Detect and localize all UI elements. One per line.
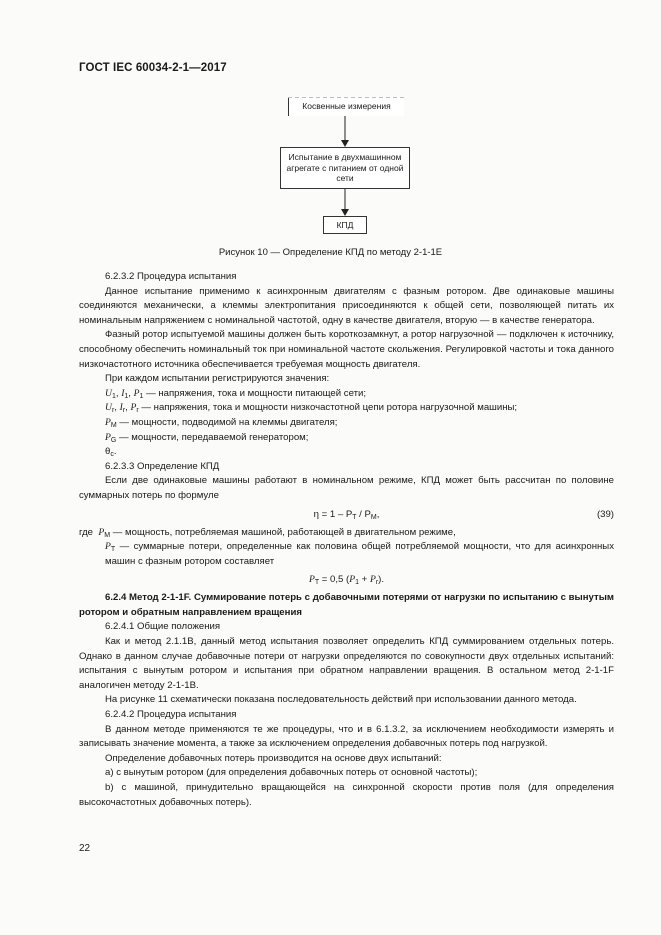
arrow-head-2 bbox=[341, 209, 349, 216]
variable-line: $P_G$ — мощности, передаваемой генератором; bbox=[105, 431, 309, 444]
page-number: 22 bbox=[79, 843, 91, 854]
paragraph: На рисунке 11 схематически показана последовательность действий при использовании данного метода. bbox=[105, 694, 577, 706]
variable-line: $U_1$, $I_1$, $P_1$ — напряжения, тока и мощности питающей сети; bbox=[105, 387, 367, 400]
paragraph: Определение добавочных потерь производится на основе двух испытаний: bbox=[105, 752, 442, 764]
box-dual-machine-test: Испытание в двухмашинном агрегате с питанием от одной сети bbox=[280, 147, 410, 189]
equation-total-losses: $P_T = 0,5$ $(P_1 + P_r)$. bbox=[308, 574, 385, 587]
section-6-2-3-3-title: 6.2.3.3 Определение КПД bbox=[105, 460, 220, 472]
variable-line: $U_r$, $I_r$, $P_r$ — напряжения, тока и мощности низкочастотной цепи ротора нагрузочной машины; bbox=[105, 402, 518, 415]
document-header: ГОСТ IEC 60034-2-1—2017 bbox=[79, 62, 227, 74]
flow-diagram bbox=[0, 90, 661, 240]
box-efficiency: КПД bbox=[323, 216, 367, 234]
paragraph: Данное испытание применимо к асинхронным двигателям с фазным ротором. Две одинаковые машины соединяются механически, а клеммы электропитания присоединяются к общей сети, позволяющей питать их номинальным напряжением с номинальной частотой, одну в качестве двигателя, вторую — в качестве генератора. bbox=[79, 285, 614, 326]
variable-line: $P_M$ — мощности, подводимой на клеммы двигателя; bbox=[105, 416, 338, 429]
where-line: где $P_M$ — мощность, потребляемая машиной, работающей в двигательном режиме, bbox=[79, 526, 456, 539]
equation-39: $\eta = 1 - P_T / P_M$, (39) bbox=[79, 504, 614, 526]
body-text bbox=[79, 270, 614, 810]
paragraph: Если две одинаковые машины работают в номинальном режиме, КПД может быть рассчитан по половине суммарных потерь по формуле bbox=[79, 475, 614, 501]
section-6-2-4-2-title: 6.2.4.2 Процедура испытания bbox=[105, 709, 237, 721]
section-6-2-3-2-title: 6.2.3.2 Процедура испытания bbox=[105, 271, 237, 282]
section-6-2-4-title: 6.2.4 Метод 2-1-1F. Суммирование потерь с добавочными потерями от нагрузки по испытанию с вынутым ротором и обратным направлением вращения bbox=[79, 592, 614, 618]
box-indirect-measurements: Косвенные измерения bbox=[288, 98, 404, 116]
list-item: а) с вынутым ротором (для определения добавочных потерь от основной частоты); bbox=[105, 767, 478, 779]
arrow-head-1 bbox=[341, 140, 349, 147]
variable-line: $\theta_c$. bbox=[105, 446, 117, 459]
paragraph: При каждом испытании регистрируются значения: bbox=[105, 373, 330, 385]
paragraph: Фазный ротор испытуемой машины должен быть короткозамкнут, а ротор нагрузочной — подключен к источнику, способному обеспечить номинальный ток при номинальной частоте скольжения. Регулировкой частоты и тока данного низкочастотного источника обеспечивается требуемая мощность двигателя. bbox=[79, 329, 614, 370]
section-6-2-4-1-title: 6.2.4.1 Общие положения bbox=[105, 621, 221, 633]
paragraph: Как и метод 2.1.1В, данный метод испытания позволяет определить КПД суммированием отдельных потерь. Однако в данном случае добавочные потери от нагрузки определяются по совокупности двух отдельных испытаний: испытания с вынутым ротором и испытания при обратном направлении вращения. В остальном метод 2-1-1F аналогичен методу 2-1-1В. bbox=[79, 636, 614, 691]
where-line: $P_T$ — суммарные потери, определенные как половина общей потребляемой мощности, что для асинхронных машин с фазным ротором составляет bbox=[105, 541, 614, 567]
paragraph: В данном методе применяются те же процедуры, что и в 6.1.3.2, за исключением необходимости измерять и записывать значение момента, а также за исключением определения добавочных потерь под нагрузкой. bbox=[79, 723, 614, 750]
figure-caption: Рисунок 10 — Определение КПД по методу 2-1-1E bbox=[218, 247, 443, 258]
list-item: b) с машиной, принудительно вращающейся на синхронной скорости против поля (для определения высокочастотных добавочных потерь). bbox=[79, 782, 614, 808]
equation-number: (39) bbox=[596, 508, 614, 520]
